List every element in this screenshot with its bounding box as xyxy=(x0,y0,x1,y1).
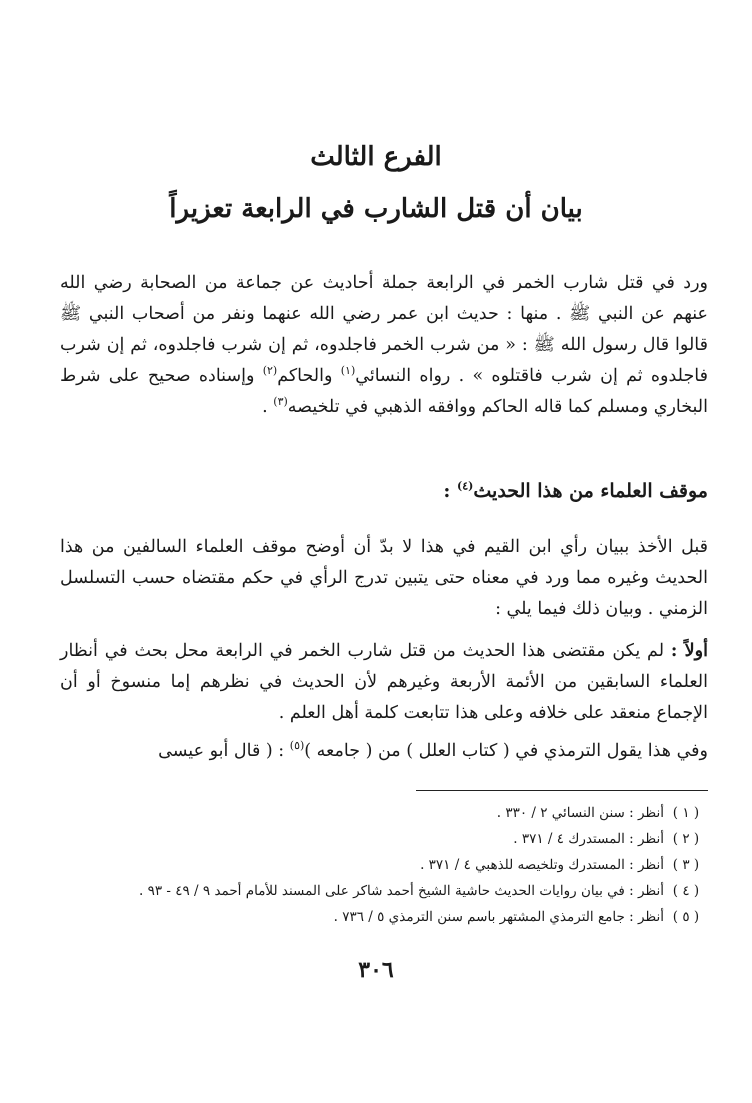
paragraph-text: والحاكم xyxy=(277,366,333,386)
footnote-ref: (١) xyxy=(340,364,356,378)
footnote-ref: (٣) xyxy=(273,395,288,409)
paragraph-text: : ( قال أبو عيسى xyxy=(158,741,290,761)
page-number: ٣٠٦ xyxy=(358,957,394,983)
paragraph-first-point xyxy=(60,636,708,729)
footnote-ref: (٥) xyxy=(289,739,305,753)
footnote-number: ( ١ ) xyxy=(672,805,700,821)
subsection-heading-text: موقف العلماء من هذا الحديث xyxy=(473,480,708,502)
footnote-divider xyxy=(416,790,708,791)
paragraph-text: ورد في قتل شارب الخمر في الرابعة جملة أحاديث عن جماعة من الصحابة رضي الله عنهم عن النبي ﷺ . منها : حديث ابن عمر رضي الله عنهما ونفر من أصحاب النبي ﷺ قالوا قال رسول الله ﷺ : « من شرب الخمر فاجلدوه، ثم إن شرب فاجلدوه، ثم إن شرب فاجلدوه ثم إن شرب فاقتلوه » . رواه النسائي xyxy=(60,273,708,386)
footnote xyxy=(60,800,708,826)
footnote-text: أنظر : في بيان روايات الحديث حاشية الشيخ أحمد شاكر على المسند للأمام أحمد ٩ / ٤٩ - ٩٣ . xyxy=(138,883,664,899)
chapter-heading: الفرع الثالث xyxy=(310,142,442,172)
paragraph-hadith xyxy=(60,268,708,423)
footnote-text: أنظر : المستدرك ٤ / ٣٧١ . xyxy=(513,831,664,847)
footnote xyxy=(60,826,708,852)
footnote-ref: (٤) xyxy=(457,479,474,493)
footnote-number: ( ٥ ) xyxy=(672,909,700,925)
footnote-number: ( ٢ ) xyxy=(672,831,700,847)
paragraph-intro: قبل الأخذ ببيان رأي ابن القيم في هذا لا بدّ أن أوضح موقف العلماء السالفين من هذا الحديث وغيره مما ورد في معناه حتى يتبين تدرج الرأي في حكم مقتضاه حسب التسلسل الزمني . وبيان ذلك فيما يلي : xyxy=(60,537,708,619)
paragraph-tirmidhi xyxy=(60,736,708,767)
subsection-colon: : xyxy=(443,480,458,502)
footnotes-list xyxy=(60,800,708,930)
paragraph-text: وإسناده صحيح على شرط البخاري ومسلم كما قاله الحاكم ووافقه الذهبي في تلخيصه xyxy=(60,366,708,417)
footnote-number: ( ٤ ) xyxy=(672,883,700,899)
footnote-ref: (٢) xyxy=(262,364,278,378)
point-label: أولاً : xyxy=(670,641,708,661)
section-title: بيان أن قتل الشارب في الرابعة تعزيراً xyxy=(169,194,583,224)
footnote-text: أنظر : المستدرك وتلخيصه للذهبي ٤ / ٣٧١ . xyxy=(420,857,664,873)
footnote xyxy=(60,878,708,904)
footnote xyxy=(60,904,708,930)
paragraph-text: . xyxy=(262,397,274,417)
footnote-number: ( ٣ ) xyxy=(672,857,700,873)
footnote-text: أنظر : سنن النسائي ٢ / ٣٣٠ . xyxy=(496,805,664,821)
paragraph-text: لم يكن مقتضى هذا الحديث من قتل شارب الخمر في الرابعة محل بحث في أنظار العلماء السابقين من الأئمة الأربعة وغيرهم لأن الحديث في نظرهم إما منسوخ أو أن الإجماع منعقد على خلافه وعلى هذا تتابعت كلمة أهل العلم . xyxy=(60,641,708,723)
footnote xyxy=(60,852,708,878)
paragraph-text: وفي هذا يقول الترمذي في ( كتاب العلل ) من ( جامعه ) xyxy=(304,741,708,761)
footnote-text: أنظر : جامع الترمذي المشتهر باسم سنن الترمذي ٥ / ٧٣٦ . xyxy=(333,909,664,925)
subsection-heading xyxy=(44,480,708,502)
